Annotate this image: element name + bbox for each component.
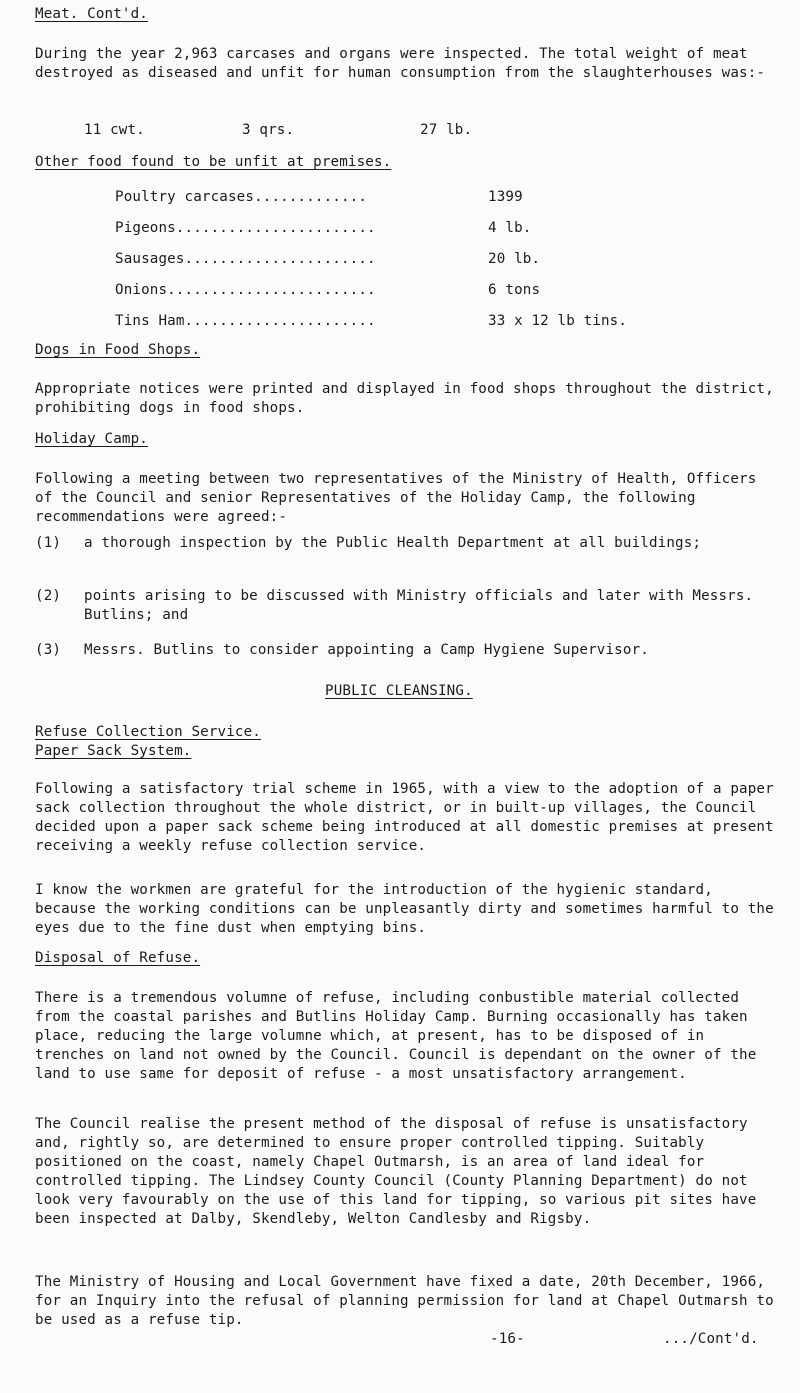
dogs-heading: Dogs in Food Shops. bbox=[35, 342, 201, 358]
intro-paragraph: During the year 2,963 carcases and organs were inspected. The total weight of meat destroyed as diseased and unfit for human consumption from the slaughterhouses was:- bbox=[35, 46, 766, 81]
disposal-paragraph-1: There is a tremendous volumne of refuse, including conbustible material collected from the coastal parishes and Butlins Holiday Camp. Burning occasionally has taken place, reducing the large volumne which, at present, has to be disposed of in trenches on land not owned by the Council. Council is dependant on the owner of the land to use same for deposit of refuse - a most unsatisfactory arrangement. bbox=[35, 990, 757, 1082]
recommendation-number: (3) bbox=[35, 642, 62, 658]
continued-marker: .../Cont'd. bbox=[663, 1331, 759, 1347]
recommendation-text: Messrs. Butlins to consider appointing a Camp Hygiene Supervisor. bbox=[84, 642, 649, 658]
refuse-collection-heading: Refuse Collection Service. bbox=[35, 724, 261, 740]
holiday-camp-paragraph: Following a meeting between two representatives of the Ministry of Health, Officers of the Council and senior Representatives of the Holiday Camp, the following recommendations were agreed:- bbox=[35, 471, 757, 525]
other-food-heading: Other food found to be unfit at premises. bbox=[35, 154, 392, 170]
food-item-name: Sausages...................... bbox=[115, 251, 376, 267]
food-item-value: 1399 bbox=[488, 189, 523, 205]
disposal-paragraph-3: The Ministry of Housing and Local Government have fixed a date, 20th December, 1966, for an Inquiry into the refusal of planning permission for land at Chapel Outmarsh to be used as a refuse tip. bbox=[35, 1274, 774, 1328]
workmen-paragraph: I know the workmen are grateful for the introduction of the hygienic standard, because the working conditions can be unpleasantly dirty and sometimes harmful to the eyes due to the fine dust when emptying bins. bbox=[35, 882, 774, 936]
food-item-value: 6 tons bbox=[488, 282, 541, 298]
food-item-name: Tins Ham...................... bbox=[115, 313, 376, 329]
recommendation-text: points arising to be discussed with Ministry officials and later with Messrs. Butlins; and bbox=[84, 588, 754, 623]
holiday-camp-heading: Holiday Camp. bbox=[35, 431, 148, 447]
disposal-paragraph-2: The Council realise the present method of the disposal of refuse is unsatisfactory and, rightly so, are determined to ensure proper controlled tipping. Suitably positioned on the coast, namely Chapel Outmarsh, is an area of land ideal for controlled tipping. The Lindsey County Council (County Planning Department) do not look very favourably on the use of this land for tipping, so various pit sites have been inspected at Dalby, Skendleby, Welton Candlesby and Rigsby. bbox=[35, 1116, 757, 1227]
food-item-value: 33 x 12 lb tins. bbox=[488, 313, 628, 329]
food-item-name: Poultry carcases............. bbox=[115, 189, 368, 205]
weight-qrs: 3 qrs. bbox=[242, 122, 295, 138]
food-item-value: 20 lb. bbox=[488, 251, 541, 267]
food-item-name: Pigeons....................... bbox=[115, 220, 376, 236]
recommendation-number: (2) bbox=[35, 588, 62, 604]
weight-cwt: 11 cwt. bbox=[84, 122, 145, 138]
paper-sack-paragraph: Following a satisfactory trial scheme in 1965, with a view to the adoption of a paper sack collection throughout the whole district, or in built-up villages, the Council decided upon a paper sack scheme being introduced at all domestic premises at present receiving a weekly refuse collection service. bbox=[35, 781, 774, 854]
weight-lb: 27 lb. bbox=[420, 122, 473, 138]
disposal-heading: Disposal of Refuse. bbox=[35, 950, 201, 966]
paper-sack-heading: Paper Sack System. bbox=[35, 743, 192, 759]
public-cleansing-heading: PUBLIC CLEANSING. bbox=[325, 683, 473, 699]
food-item-value: 4 lb. bbox=[488, 220, 532, 236]
food-item-name: Onions........................ bbox=[115, 282, 376, 298]
page-number: -16- bbox=[490, 1331, 525, 1347]
dogs-paragraph: Appropriate notices were printed and displayed in food shops throughout the district, prohibiting dogs in food shops. bbox=[35, 381, 774, 416]
recommendation-number: (1) bbox=[35, 535, 62, 551]
recommendation-text: a thorough inspection by the Public Health Department at all buildings; bbox=[84, 535, 702, 551]
page-heading: Meat. Cont'd. bbox=[35, 6, 148, 22]
